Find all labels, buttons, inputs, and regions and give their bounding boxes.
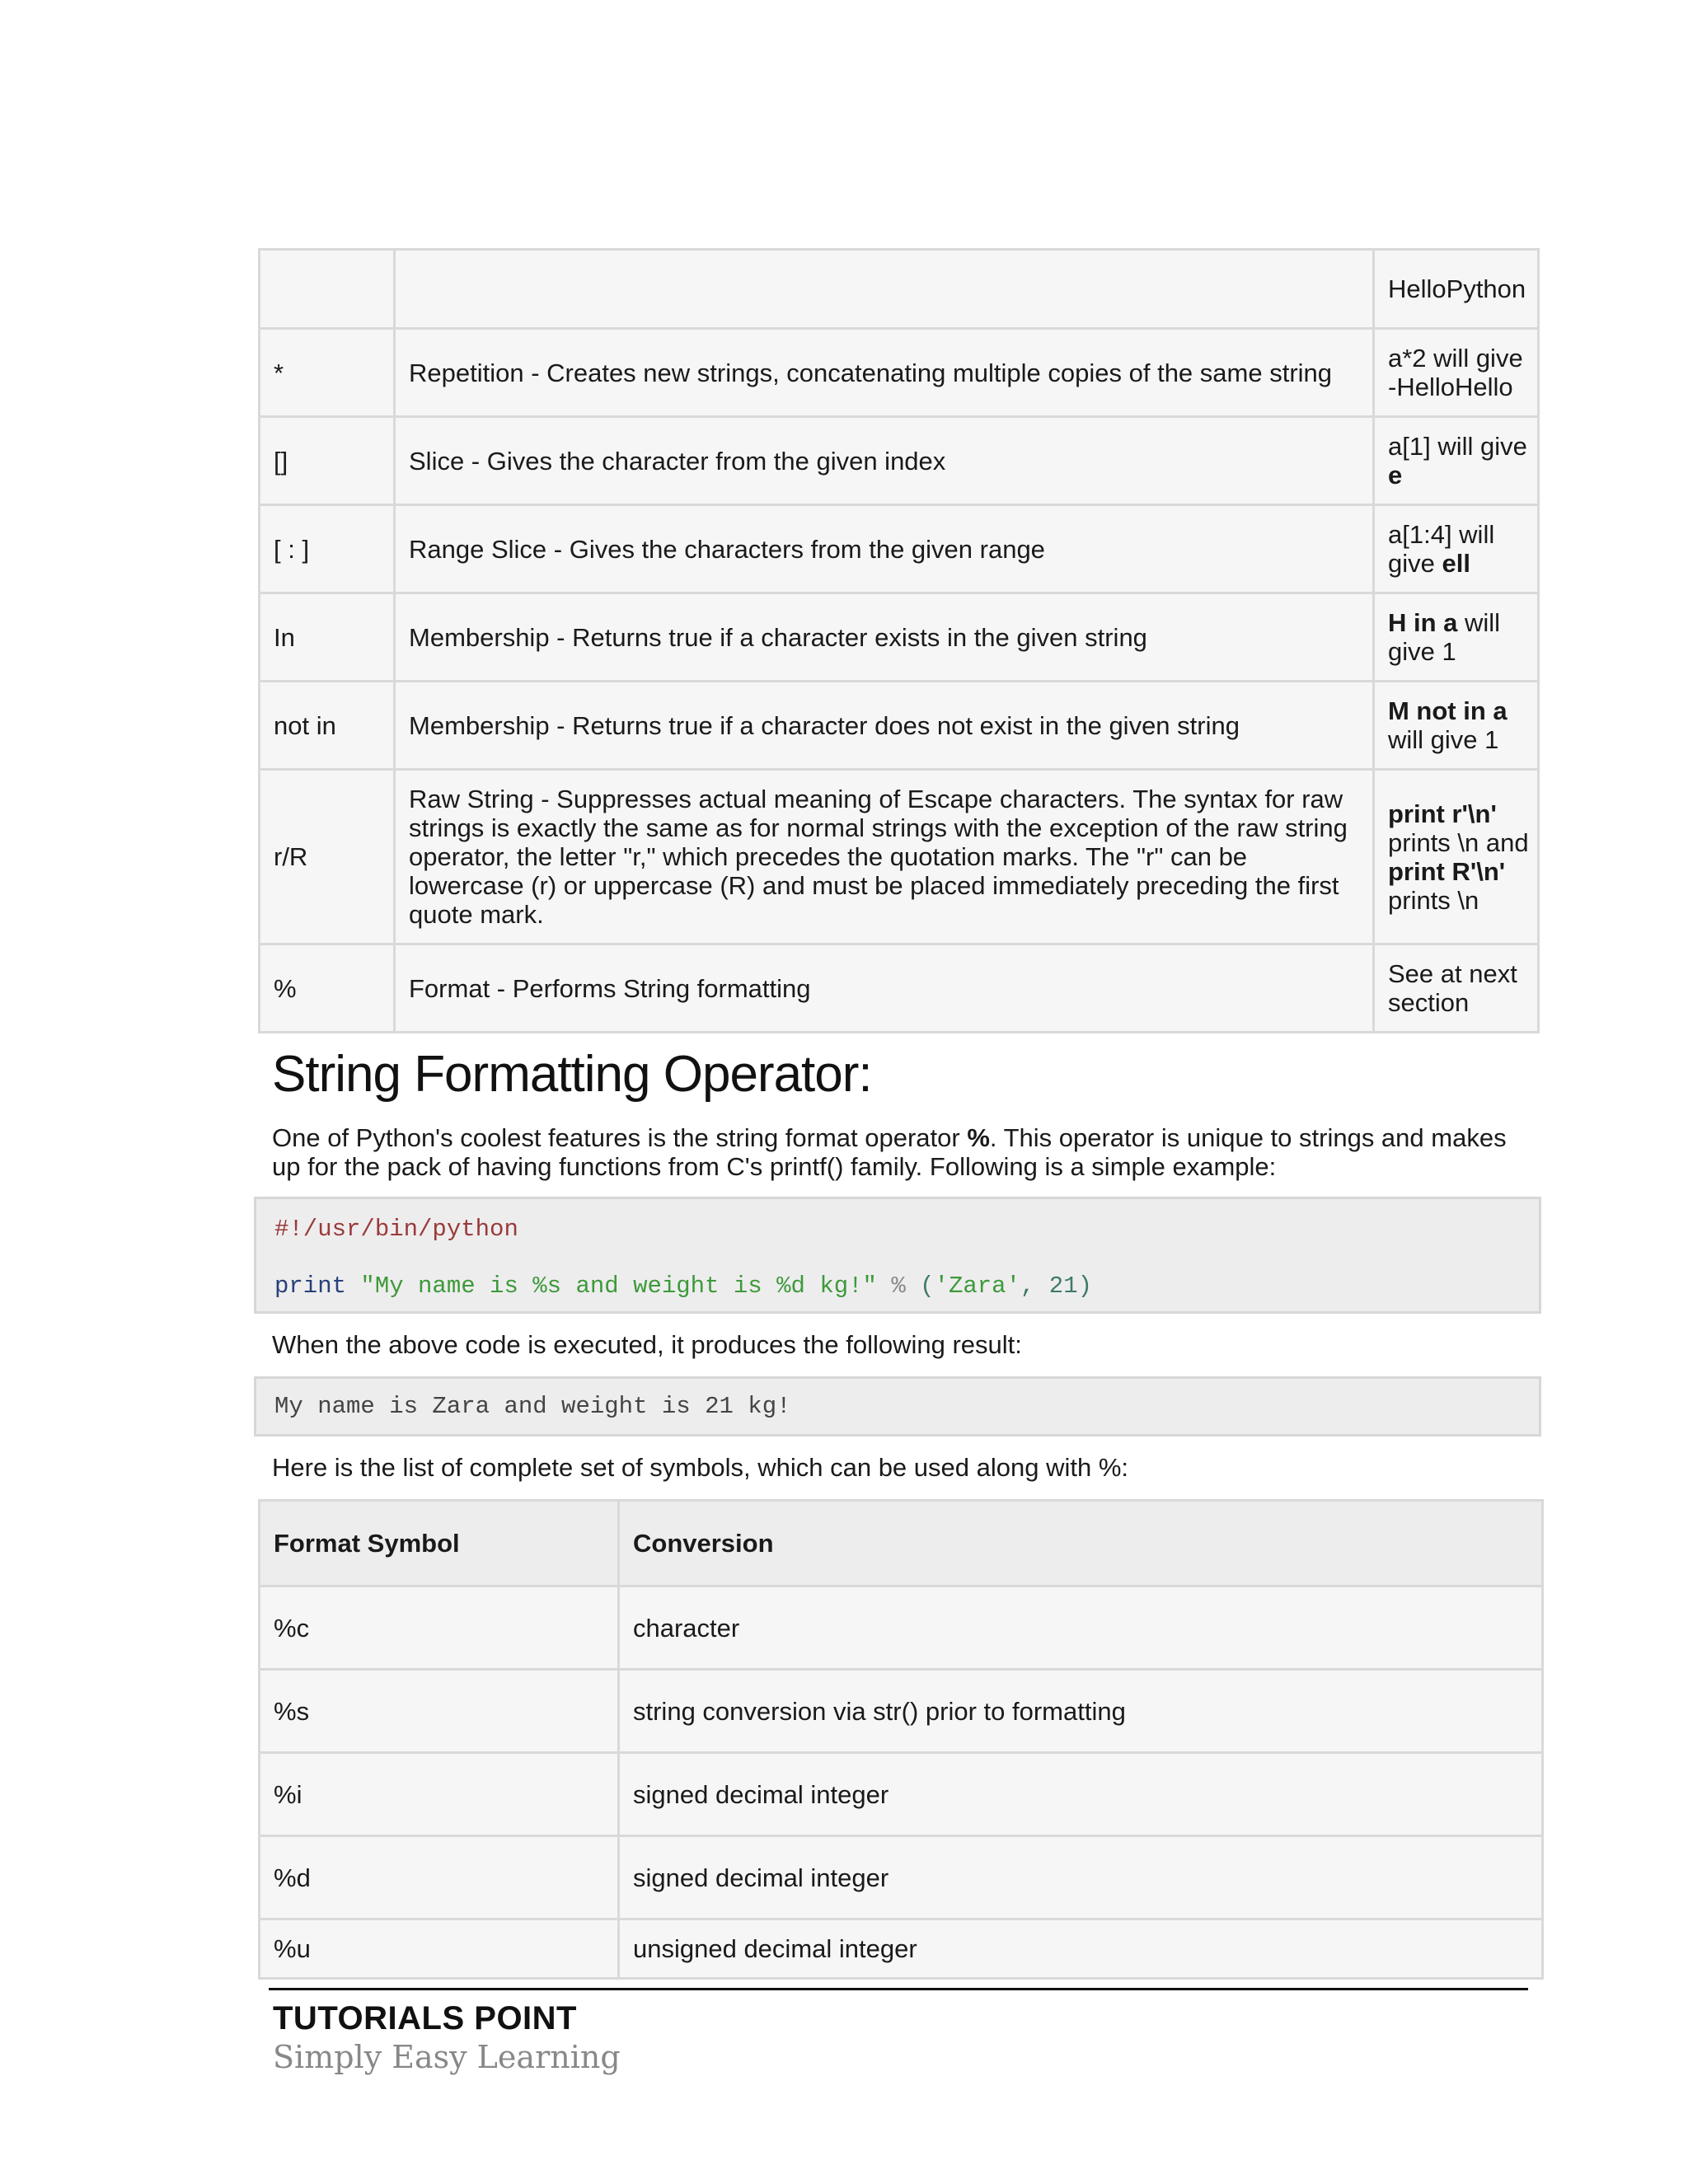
symbol-cell: %d <box>260 1836 619 1919</box>
description-cell: Format - Performs String formatting <box>395 944 1374 1033</box>
table-row <box>260 770 1539 944</box>
table-row <box>260 1919 1543 1979</box>
example-bold: M not in a <box>1388 696 1507 725</box>
operator-cell: r/R <box>260 770 395 944</box>
table-row <box>260 329 1539 417</box>
example-bold: e <box>1388 461 1403 490</box>
format-symbols-table <box>258 1499 1544 1980</box>
conversion-cell: signed decimal integer <box>619 1836 1543 1919</box>
symbol-cell: %s <box>260 1670 619 1753</box>
description-cell: Repetition - Creates new strings, concatenating multiple copies of the same string <box>395 329 1374 417</box>
example-bold: ell <box>1442 549 1470 578</box>
description-cell: Range Slice - Gives the characters from the given range <box>395 505 1374 593</box>
example-cell <box>1374 593 1539 682</box>
code-operator: % <box>891 1272 906 1300</box>
example-cell <box>1374 505 1539 593</box>
code-line <box>274 1272 1539 1301</box>
operator-cell: [] <box>260 417 395 505</box>
operator-cell: [ : ] <box>260 505 395 593</box>
code-paren: ) <box>1077 1272 1093 1300</box>
code-shebang: #!/usr/bin/python <box>274 1216 518 1243</box>
column-header: Conversion <box>619 1501 1543 1586</box>
result-intro-paragraph: When the above code is executed, it produces the following result: <box>272 1330 1022 1359</box>
table-header-row <box>260 1501 1543 1586</box>
description-cell: Membership - Returns true if a character exists in the given string <box>395 593 1374 682</box>
code-line <box>274 1216 1539 1244</box>
string-operators-table <box>258 248 1540 1033</box>
example-bold: print R'\n' <box>1388 856 1506 886</box>
code-comma: , <box>1020 1272 1035 1300</box>
operator-cell: In <box>260 593 395 682</box>
symbol-cell: %c <box>260 1586 619 1670</box>
code-arg-number: 21 <box>1048 1272 1078 1300</box>
example-cell <box>1374 417 1539 505</box>
table-row <box>260 1670 1543 1753</box>
table-row <box>260 944 1539 1033</box>
description-cell: Raw String - Suppresses actual meaning of Escape characters. The syntax for raw strings is exactly the same as for normal strings with the exception of the raw string operator, the letter "r," which precedes the quotation marks. The "r" can be lowercase (r) or uppercase (R) and must be placed immediately preceding the first quote mark. <box>395 770 1374 944</box>
table-row <box>260 417 1539 505</box>
operator-cell: not in <box>260 682 395 770</box>
table-row <box>260 1586 1543 1670</box>
code-arg-string: 'Zara' <box>934 1272 1020 1300</box>
conversion-cell: character <box>619 1586 1543 1670</box>
symbol-cell: %u <box>260 1919 619 1979</box>
example-text: a[1] will give <box>1388 432 1527 461</box>
code-output-block: My name is Zara and weight is 21 kg! <box>254 1376 1541 1436</box>
intro-bold: % <box>967 1123 990 1152</box>
table-row <box>260 250 1539 329</box>
code-paren: ( <box>920 1272 935 1300</box>
example-cell: See at next section <box>1374 944 1539 1033</box>
symbols-intro-paragraph: Here is the list of complete set of symbols, which can be used along with %: <box>272 1453 1128 1482</box>
operator-cell: * <box>260 329 395 417</box>
intro-text: One of Python's coolest features is the string format operator <box>272 1123 968 1152</box>
code-string: "My name is %s and weight is %d kg!" <box>360 1272 877 1300</box>
section-heading: String Formatting Operator: <box>272 1046 872 1103</box>
intro-paragraph <box>272 1123 1533 1181</box>
description-cell: Slice - Gives the character from the given index <box>395 417 1374 505</box>
conversion-cell: signed decimal integer <box>619 1753 1543 1836</box>
column-header: Format Symbol <box>260 1501 619 1586</box>
description-cell: Membership - Returns true if a character does not exist in the given string <box>395 682 1374 770</box>
table-row <box>260 593 1539 682</box>
footer-divider <box>269 1988 1528 1990</box>
example-text: prints \n <box>1388 885 1479 915</box>
example-text: prints \n and <box>1388 827 1529 857</box>
example-cell: a*2 will give -HelloHello <box>1374 329 1539 417</box>
operator-cell: % <box>260 944 395 1033</box>
operator-cell <box>260 250 395 329</box>
example-cell: HelloPython <box>1374 250 1539 329</box>
example-cell <box>1374 770 1539 944</box>
code-keyword: print <box>274 1272 347 1300</box>
example-text: will give 1 <box>1388 608 1501 666</box>
example-bold: H in a <box>1388 608 1458 637</box>
footer-brand: TUTORIALS POINT <box>273 2000 577 2036</box>
example-text: will give 1 <box>1388 725 1499 754</box>
footer-tagline: Simply Easy Learning <box>273 2039 621 2075</box>
intro-text: . This operator is unique to strings and makes up for the pack of having functions from C's printf() family. Following is a simple example: <box>272 1123 1507 1181</box>
code-example-block <box>254 1197 1541 1314</box>
example-text: a[1:4] will give <box>1388 520 1495 578</box>
description-cell <box>395 250 1374 329</box>
table-row <box>260 505 1539 593</box>
example-cell <box>1374 682 1539 770</box>
table-row <box>260 682 1539 770</box>
table-row <box>260 1753 1543 1836</box>
symbol-cell: %i <box>260 1753 619 1836</box>
conversion-cell: string conversion via str() prior to formatting <box>619 1670 1543 1753</box>
example-bold: print r'\n' <box>1388 799 1497 828</box>
table-row <box>260 1836 1543 1919</box>
conversion-cell: unsigned decimal integer <box>619 1919 1543 1979</box>
